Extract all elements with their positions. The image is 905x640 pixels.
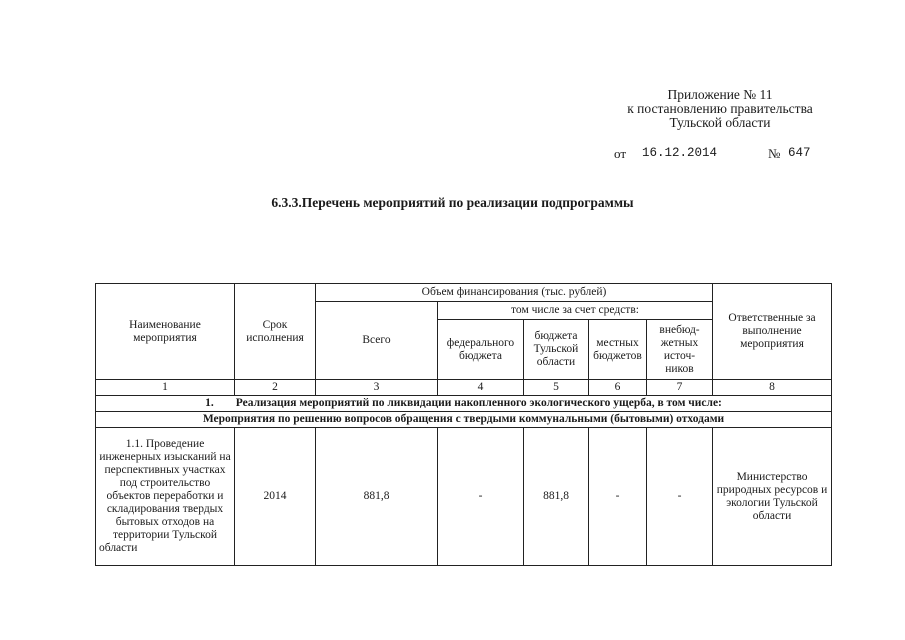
column-number: 5 [524, 380, 589, 396]
column-number: 6 [589, 380, 647, 396]
column-number: 1 [96, 380, 235, 396]
date-prefix: от [614, 146, 627, 161]
column-number: 7 [647, 380, 713, 396]
header-name: Наименование мероприятия [96, 284, 235, 380]
header-regional: бюджета Тульской области [524, 320, 589, 380]
measure-total: 881,8 [316, 428, 438, 566]
appendix-block [560, 88, 880, 130]
section-row [96, 396, 832, 412]
measure-local: - [589, 428, 647, 566]
section-title: Реализация мероприятий по ликвидации накопленного экологического ущерба, в том числе: [235, 397, 722, 409]
measures-table [95, 283, 832, 566]
measure-term: 2014 [235, 428, 316, 566]
measure-responsible: Министерство природных ресурсов и экологии Тульской области [713, 428, 832, 566]
decree-date: 16.12.2014 [642, 146, 718, 160]
header-term: Срок исполнения [235, 284, 316, 380]
column-number: 4 [438, 380, 524, 396]
column-number: 3 [316, 380, 438, 396]
column-number: 8 [713, 380, 832, 396]
section-number: 1. [205, 397, 214, 409]
header-funding: Объем финансирования (тыс. рублей) [316, 284, 713, 302]
subsection-title: Мероприятия по решению вопросов обращения с твердыми коммунальными (бытовыми) отходами [96, 412, 832, 428]
measure-name: 1.1. Проведение инженерных изысканий на перспективных участках под строительство объектов переработки и складирования твердых бытовых отходов на территории Тульской области [96, 428, 235, 566]
column-number: 2 [235, 380, 316, 396]
header-including: том числе за счет средств: [438, 302, 713, 320]
header-local: местных бюджетов [589, 320, 647, 380]
measure-offbudget: - [647, 428, 713, 566]
header-total: Всего [316, 302, 438, 380]
table-row [96, 428, 832, 566]
decree-number: 647 [788, 146, 811, 160]
appendix-region: Тульской области [669, 115, 771, 130]
measure-federal: - [438, 428, 524, 566]
appendix-reference: к постановлению правительства [627, 101, 813, 116]
document-heading: 6.3.3.Перечень мероприятий по реализации подпрограммы [271, 195, 634, 210]
measure-regional: 881,8 [524, 428, 589, 566]
number-prefix: № [768, 146, 781, 161]
header-federal: федерального бюджета [438, 320, 524, 380]
header-offbudget: внебюд-жетных источ-ников [647, 320, 713, 380]
header-responsible: Ответственные за выполнение мероприятия [713, 284, 832, 380]
appendix-title: Приложение № 11 [667, 87, 773, 102]
